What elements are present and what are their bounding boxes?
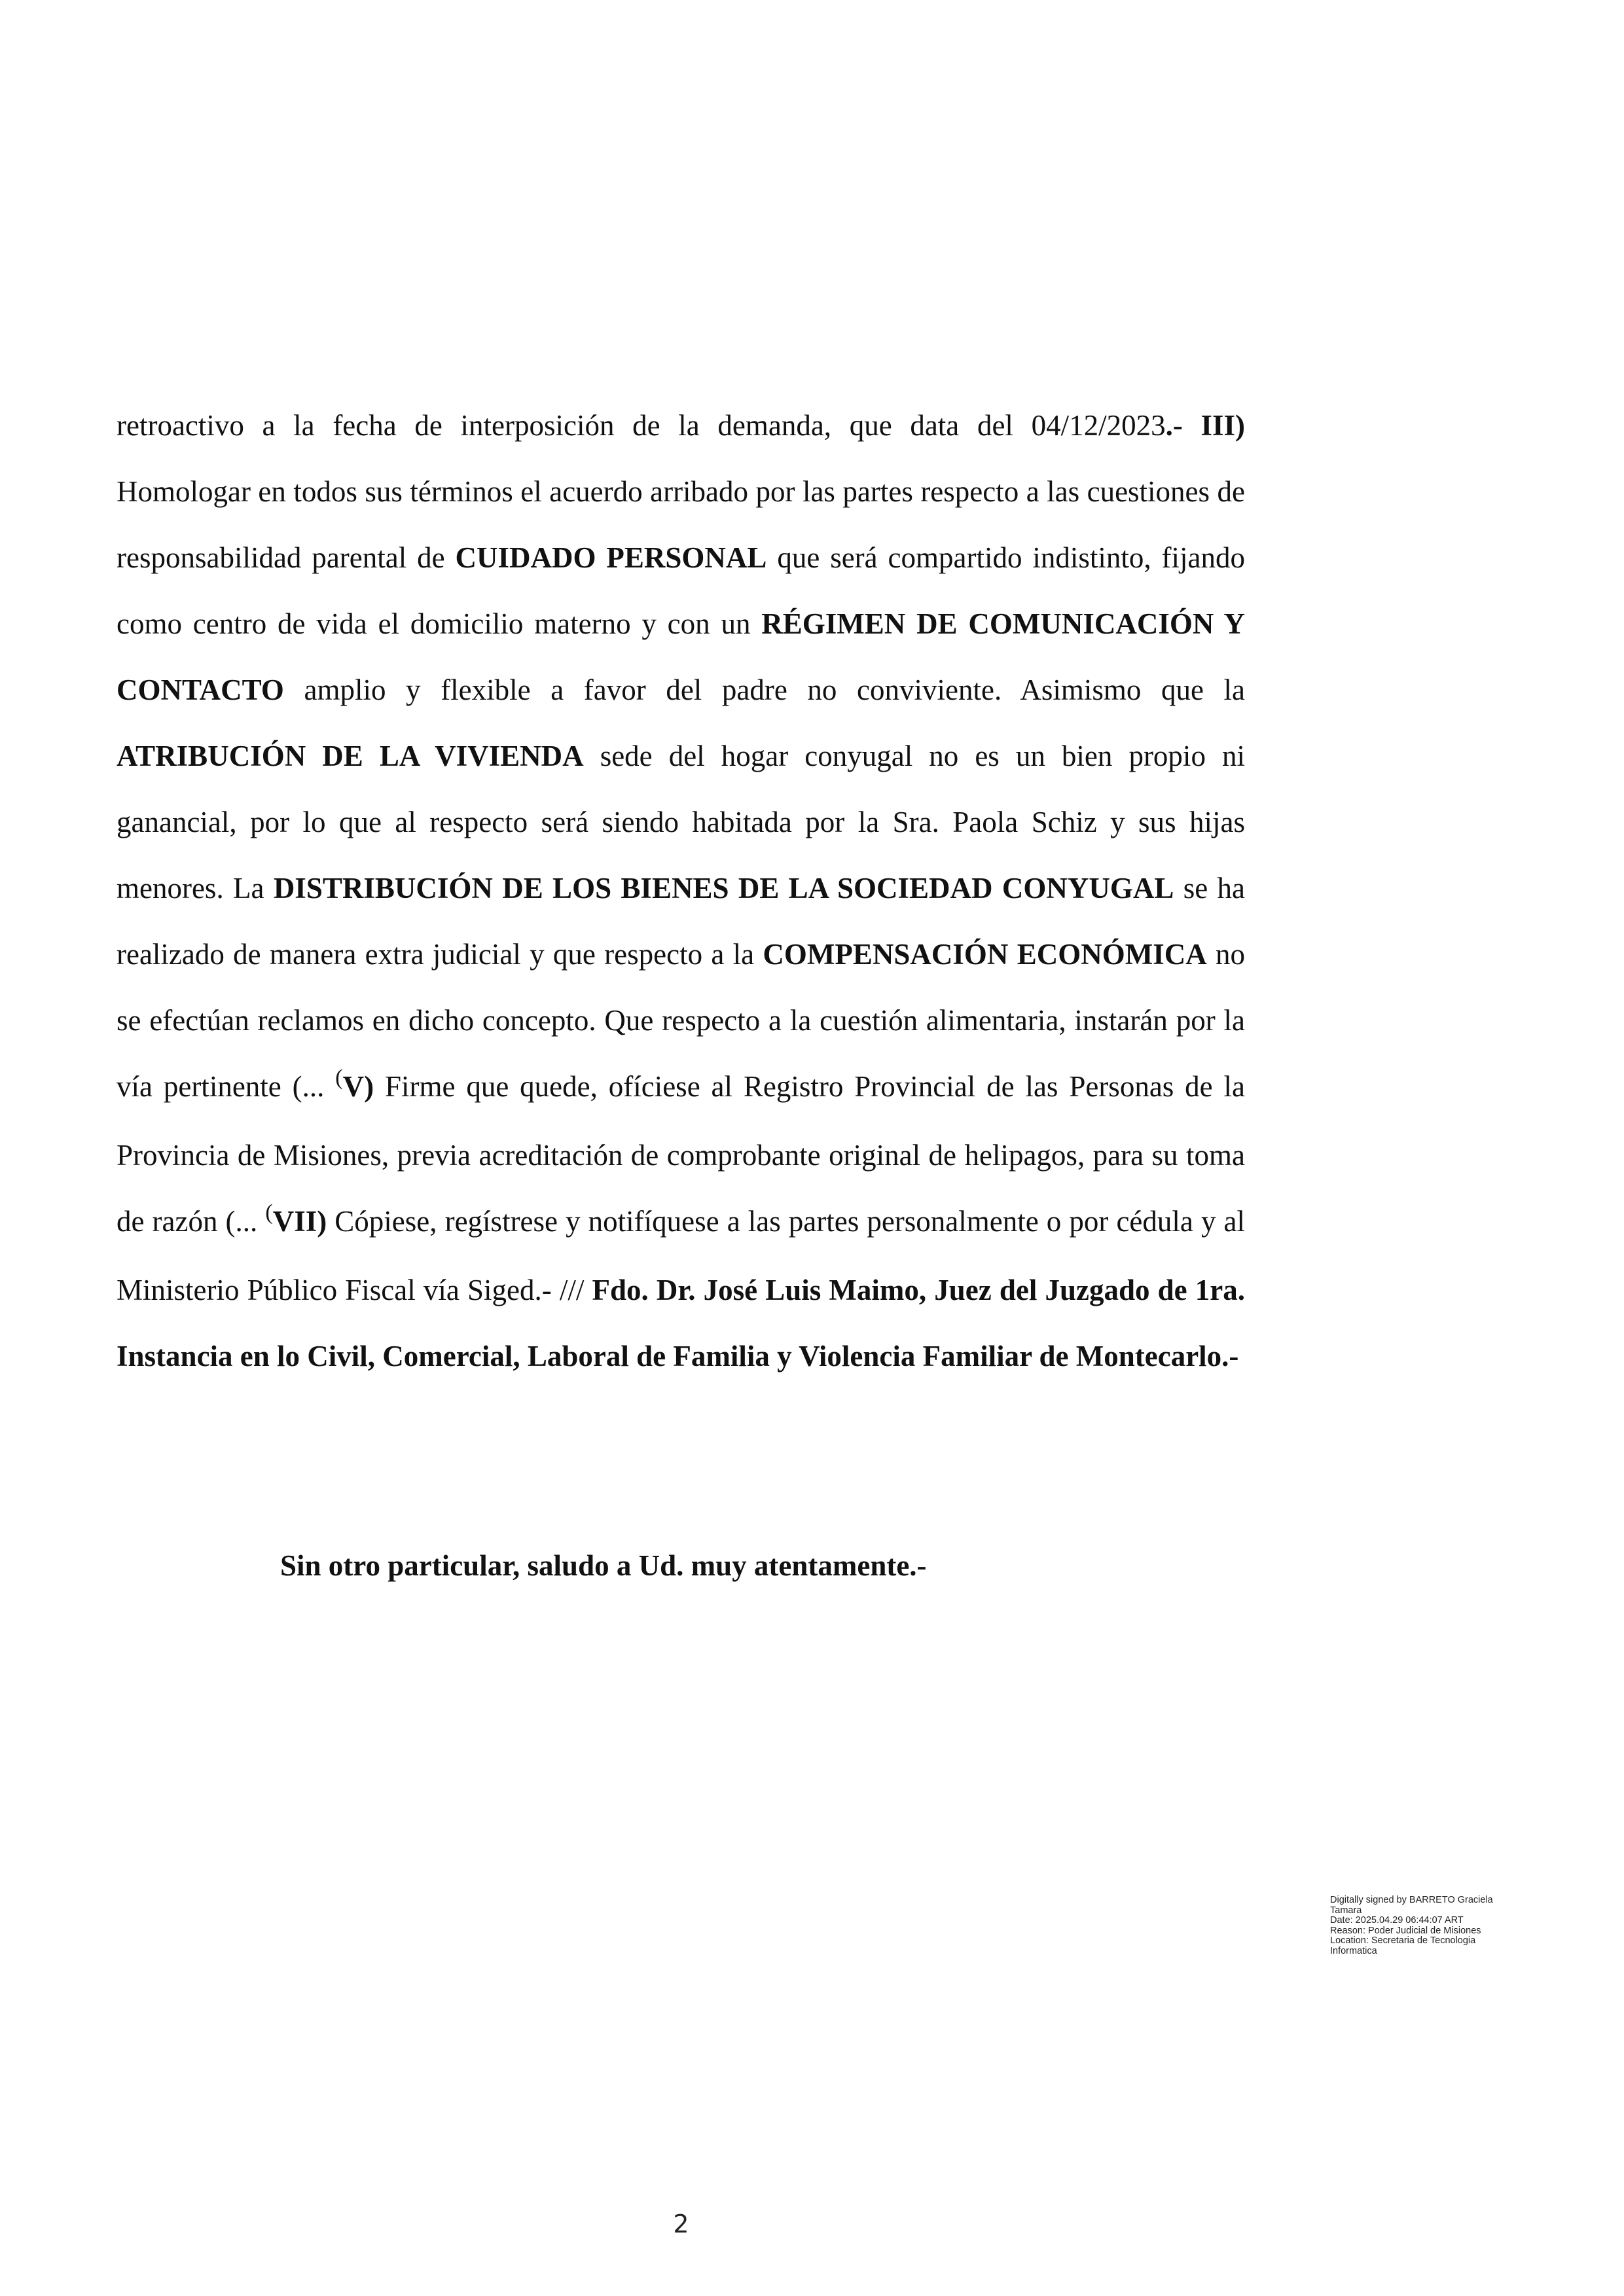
signature-location-line: Location: Secretaria de Tecnologia [1330,1935,1476,1946]
body-text-run: Homologar en todos sus términos el acuerdo arribado por las partes respecto a las cuestiones de responsabilidad parental de [117,475,1245,574]
digital-signature-block [1330,1895,1533,1956]
resolution-body-paragraph [117,393,1245,1390]
body-bold-run: VII) [272,1205,327,1238]
body-text-run: Cópiese, regístrese y notifíquese a las partes personalmente o por cédula y al Ministerio Público Fiscal vía Siged.- /// [117,1205,1245,1306]
superscript-parenthesis: ( [265,1200,273,1225]
body-bold-run: RÉGIMEN DE COMUNICACIÓN Y CONTACTO [117,607,1245,706]
signature-reason-line: Reason: Poder Judicial de Misiones [1330,1925,1481,1936]
body-bold-run: ATRIBUCIÓN DE LA VIVIENDA [117,740,584,772]
body-bold-run: V) [342,1070,374,1103]
body-bold-run: CUIDADO PERSONAL [455,541,767,574]
signature-signer-line: Tamara [1330,1905,1362,1916]
judge-signature-line: Fdo. Dr. José Luis Maimo, Juez del Juzgado de 1ra. Instancia en lo Civil, Comercial, Laboral de Familia y Violencia Familiar de Montecarlo.- [117,1274,1245,1372]
signature-date-line: Date: 2025.04.29 06:44:07 ART [1330,1915,1464,1926]
body-text-run: se ha realizado de manera extra judicial y que respecto a la [117,872,1245,971]
body-bold-run: .- III) [1165,409,1245,442]
closing-salutation: Sin otro particular, saludo a Ud. muy atentamente.- [280,1549,927,1582]
signature-location-line: Informatica [1330,1945,1377,1956]
body-bold-run: DISTRIBUCIÓN DE LOS BIENES DE LA SOCIEDAD CONYUGAL [273,872,1174,905]
body-bold-run: COMPENSACIÓN ECONÓMICA [763,938,1207,971]
body-text-run: sede del hogar conyugal no es un bien propio ni ganancial, por lo que al respecto será siendo habitada por la Sra. Paola Schiz y sus hijas menores. La [117,740,1245,905]
body-text-run: retroactivo a la fecha de interposición de la demanda, que data del 04/12/2023 [117,409,1166,442]
body-text-run: Firme que quede, ofíciese al Registro Provincial de las Personas de la Provincia de Misiones, previa acreditación de comprobante original de helipagos, para su toma de razón (... [117,1070,1246,1238]
body-text-run: amplio y flexible a favor del padre no conviviente. Asimismo que la [283,673,1245,706]
superscript-parenthesis: ( [335,1066,343,1090]
body-text-run: que será compartido indistinto, fijando como centro de vida el domicilio materno y con un [117,541,1245,640]
page-number: 2 [673,2210,689,2238]
signature-signer-line: Digitally signed by BARRETO Graciela [1330,1895,1493,1905]
body-text-run: no se efectúan reclamos en dicho concepto. Que respecto a la cuestión alimentaria, instarán por la vía pertinente (... [117,938,1245,1103]
